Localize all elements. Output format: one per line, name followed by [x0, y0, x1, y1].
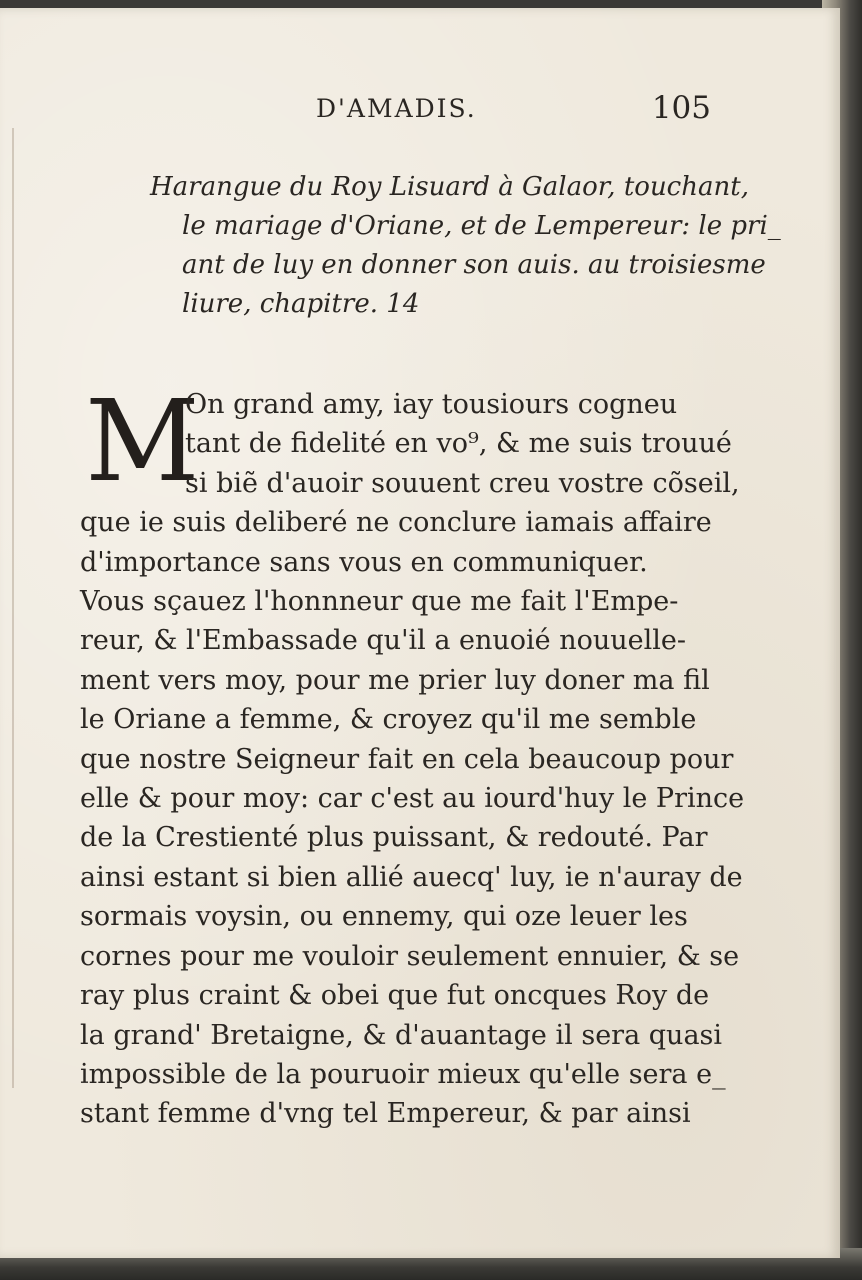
heading-line: ant de luy en donner son auis. au troisiesme — [182, 250, 766, 280]
text-line: d'importance sans vous en communiquer. — [80, 546, 648, 578]
chapter-heading — [150, 168, 781, 324]
heading-line: liure, chapitre. 14 — [182, 289, 420, 319]
text-line: de la Crestienté plus puissant, & redouté. Par — [80, 822, 708, 854]
heading-line: le mariage d'Oriane, et de Lempereur: le pri_ — [182, 211, 781, 241]
drop-cap: M — [85, 377, 200, 507]
text-line: ray plus craint & obei que fut oncques Roy de — [80, 980, 710, 1012]
text-line: que ie suis deliberé ne conclure iamais affaire — [80, 507, 712, 539]
text-line: On grand amy, iay tousiours cogneu — [185, 389, 678, 420]
text-line: cornes pour me vouloir seulement ennuier, & se — [80, 940, 740, 972]
text-line: elle & pour moy: car c'est au iourd'huy le Prince — [80, 783, 745, 815]
text-line: ment vers moy, pour me prier luy doner ma fil — [80, 664, 710, 696]
text-line: impossible de la pouruoir mieux qu'elle sera e_ — [80, 1058, 726, 1090]
text-line: que nostre Seigneur fait en cela beaucoup pour — [80, 743, 734, 775]
text-line: le Oriane a femme, & croyez qu'il me semble — [80, 704, 697, 736]
text-line: si biẽ d'auoir souuent creu vostre cõseil, — [185, 467, 740, 499]
body-text — [80, 377, 745, 1134]
text-line: stant femme d'vng tel Empereur, & par ainsi — [80, 1098, 691, 1130]
text-line: sormais voysin, ou ennemy, qui oze leuer les — [80, 901, 688, 933]
text-line: Vous sçauez l'honnneur que me fait l'Empe- — [80, 586, 679, 618]
text-line: la grand' Bretaigne, & d'auantage il sera quasi — [80, 1019, 723, 1051]
text-line: ainsi estant si bien allié auecq' luy, ie n'auray de — [80, 861, 743, 893]
text-line: tant de fidelité en vo⁹, & me suis trouué — [185, 428, 732, 460]
heading-line: Harangue du Roy Lisuard à Galaor, touchant, — [150, 172, 749, 202]
page-number: 105 — [651, 90, 711, 126]
book-page — [0, 8, 840, 1258]
running-title: D'AMADIS. — [316, 94, 477, 123]
page-header — [316, 90, 711, 130]
text-line: reur, & l'Embassade qu'il a enuoié nouuelle- — [80, 625, 687, 657]
gutter-fold — [12, 128, 14, 1088]
